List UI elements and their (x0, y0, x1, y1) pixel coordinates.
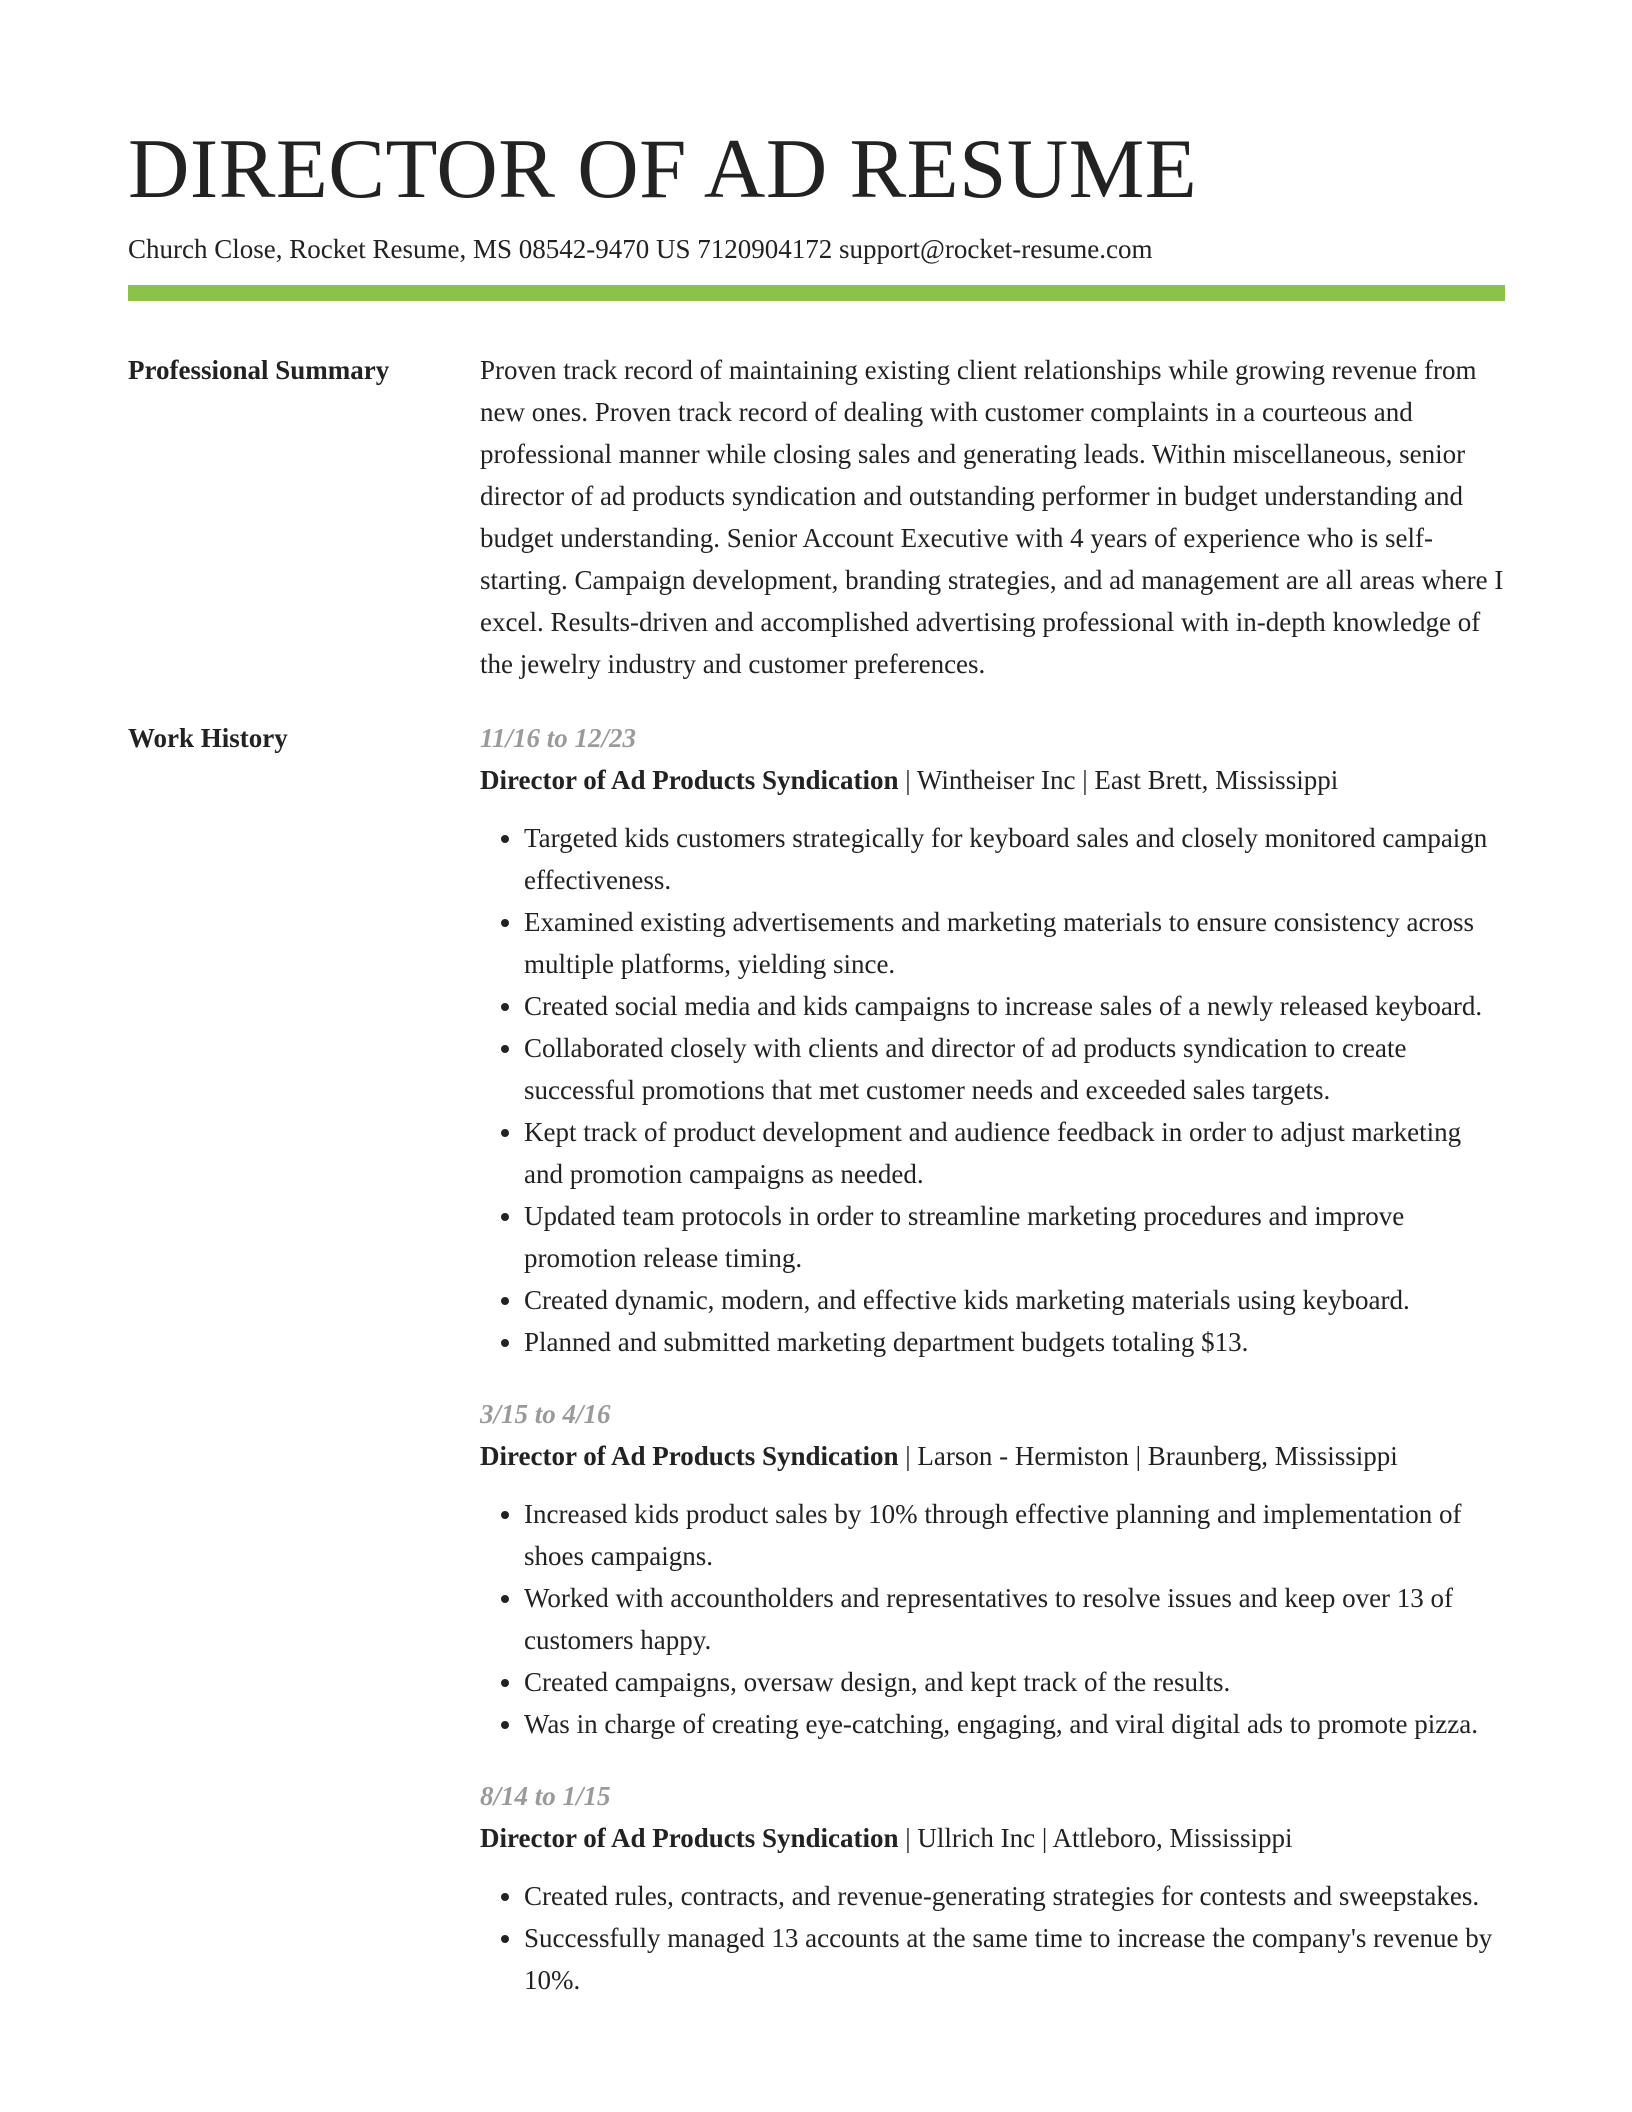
section-label-work-history: Work History (128, 723, 288, 753)
job-title-line (480, 759, 1505, 801)
job-title: Director of Ad Products Syndication (480, 765, 899, 795)
job-dates: 3/15 to 4/16 (480, 1399, 611, 1429)
job-bullet: • Examined existing advertisements and marketing materials to ensure consistency across multiple platforms, yielding since. (524, 901, 1505, 985)
job-dates: 11/16 to 12/23 (480, 723, 637, 753)
job-bullet: • Successfully managed 13 accounts at the same time to increase the company's revenue by 10%. (524, 1917, 1505, 2001)
job-bullet: • Created rules, contracts, and revenue-generating strategies for contests and sweepstakes. (524, 1875, 1505, 1917)
job-bullets (480, 1875, 1505, 2001)
job-bullet: • Created campaigns, oversaw design, and kept track of the results. (524, 1661, 1505, 1703)
job-details: | Ullrich Inc | Attleboro, Mississippi (898, 1823, 1293, 1853)
job-bullet: • Increased kids product sales by 10% through effective planning and implementation of shoes campaigns. (524, 1493, 1505, 1577)
job-details: | Larson - Hermiston | Braunberg, Mississippi (898, 1441, 1398, 1471)
job-entry (480, 1775, 1505, 2001)
job-bullet: • Updated team protocols in order to streamline marketing procedures and improve promotion release timing. (524, 1195, 1505, 1279)
job-bullet: • Kept track of product development and audience feedback in order to adjust marketing and promotion campaigns as needed. (524, 1111, 1505, 1195)
job-title: Director of Ad Products Syndication (480, 1823, 899, 1853)
job-details: | Wintheiser Inc | East Brett, Mississippi (898, 765, 1339, 795)
summary-text: Proven track record of maintaining existing client relationships while growing revenue from new ones. Proven track record of dealing with customer complaints in a courteous and professional manner while closing sales and generating leads. Within miscellaneous, senior director of ad products syndication and outstanding performer in budget understanding and budget understanding. Senior Account Executive with 4 years of experience who is self-starting. Campaign development, branding strategies, and ad management are all areas where I excel. Results-driven and accomplished advertising professional with in-depth knowledge of the jewelry industry and customer preferences. (480, 355, 1504, 679)
page-title: DIRECTOR OF AD RESUME (128, 122, 1198, 216)
job-title-line (480, 1435, 1505, 1477)
contact-line: Church Close, Rocket Resume, MS 08542-9470 US 7120904172 support@rocket-resume.com (128, 234, 1153, 264)
job-bullet: • Collaborated closely with clients and director of ad products syndication to create successful promotions that met customer needs and exceeded sales targets. (524, 1027, 1505, 1111)
job-bullet: • Targeted kids customers strategically for keyboard sales and closely monitored campaign effectiveness. (524, 817, 1505, 901)
job-bullets (480, 817, 1505, 1363)
section-label-summary: Professional Summary (128, 355, 390, 385)
job-entry (480, 1393, 1505, 1745)
work-history-list (480, 717, 1505, 2031)
job-bullet: • Created dynamic, modern, and effective kids marketing materials using keyboard. (524, 1279, 1505, 1321)
job-bullet: • Worked with accountholders and representatives to resolve issues and keep over 13 of customers happy. (524, 1577, 1505, 1661)
job-bullets (480, 1493, 1505, 1745)
job-entry (480, 717, 1505, 1363)
job-dates: 8/14 to 1/15 (480, 1781, 611, 1811)
job-title-line (480, 1817, 1505, 1859)
job-bullet: • Created social media and kids campaigns to increase sales of a newly released keyboard. (524, 985, 1505, 1027)
job-title: Director of Ad Products Syndication (480, 1441, 899, 1471)
header-divider (128, 285, 1505, 301)
summary-section (480, 349, 1505, 685)
job-bullet: • Planned and submitted marketing department budgets totaling $13. (524, 1321, 1505, 1363)
job-bullet: • Was in charge of creating eye-catching, engaging, and viral digital ads to promote pizza. (524, 1703, 1505, 1745)
